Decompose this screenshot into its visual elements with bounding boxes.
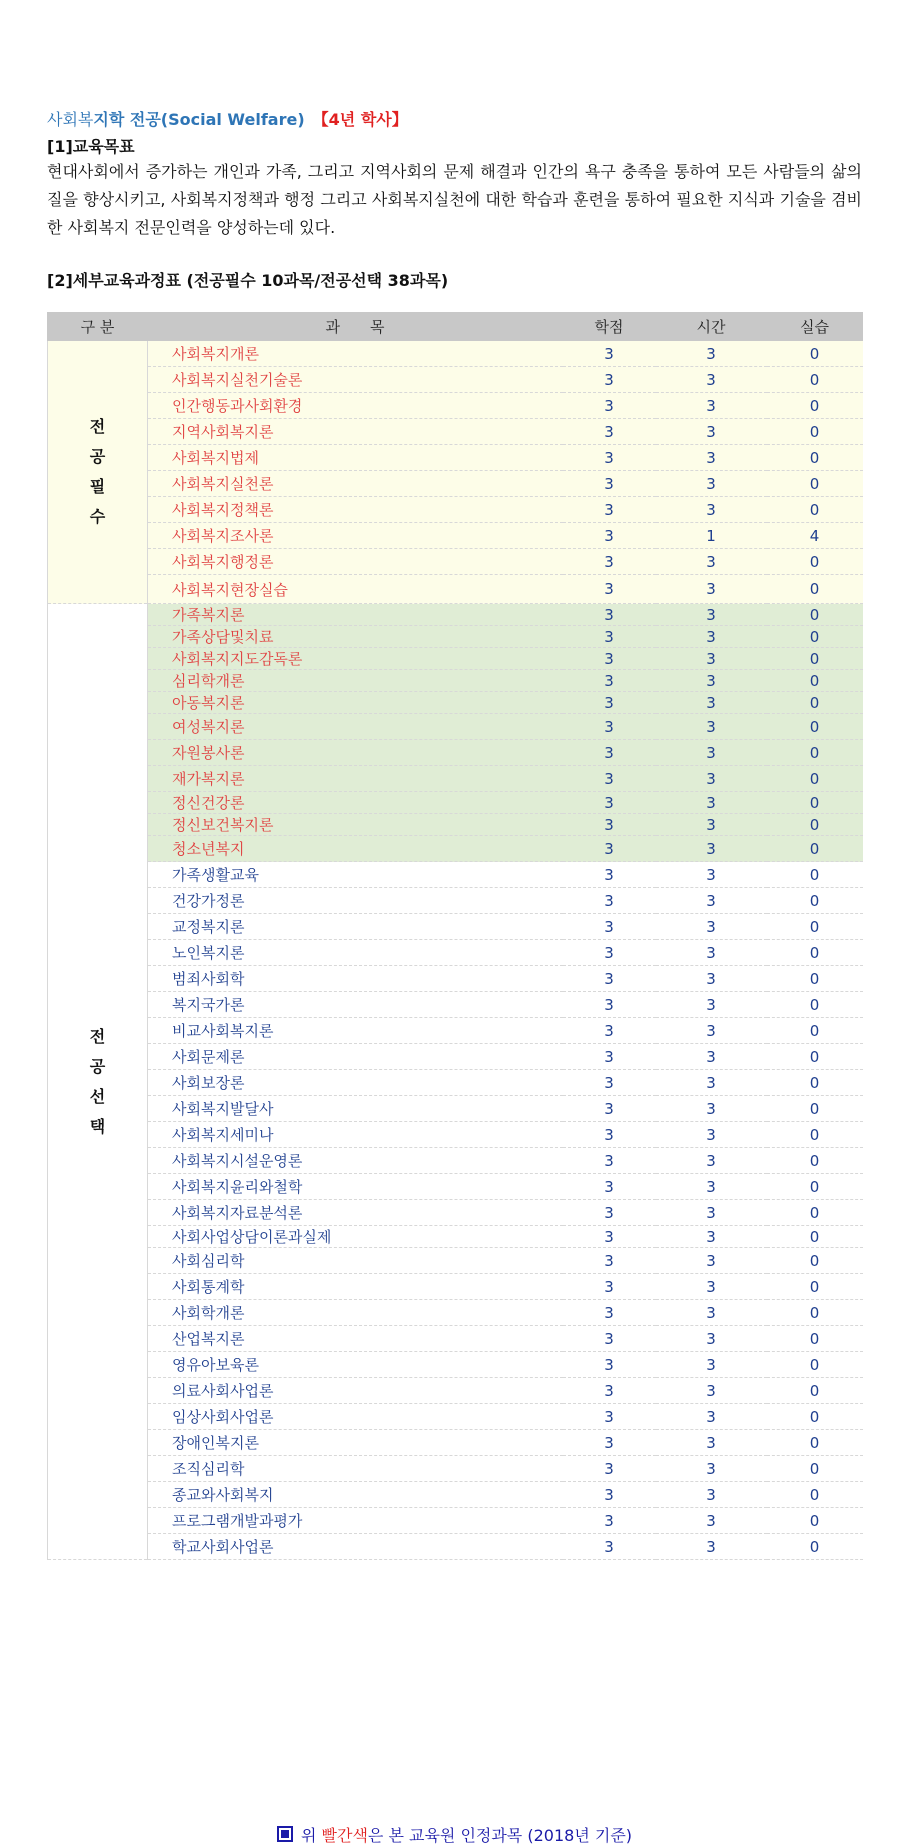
table-row: [48, 792, 863, 814]
title-part-1: 사회복: [47, 110, 94, 129]
practice-cell: 0: [767, 940, 863, 966]
course-name: 청소년복지: [148, 836, 563, 862]
course-name: 사회심리학: [148, 1248, 563, 1274]
credit-cell: 3: [563, 966, 656, 992]
category-elective: 전 공 선 택: [48, 604, 148, 1560]
course-name: 정신건강론: [148, 792, 563, 814]
hours-cell: 3: [656, 670, 767, 692]
practice-cell: 4: [767, 523, 863, 549]
hours-cell: 3: [656, 1174, 767, 1200]
hours-cell: 3: [656, 497, 767, 523]
course-name: 사회복지실천론: [148, 471, 563, 497]
practice-cell: 0: [767, 1482, 863, 1508]
table-row: [48, 1326, 863, 1352]
credit-cell: 3: [563, 740, 656, 766]
hours-cell: 3: [656, 575, 767, 604]
table-row: [48, 604, 863, 626]
course-name: 건강가정론: [148, 888, 563, 914]
course-name: 아동복지론: [148, 692, 563, 714]
credit-cell: 3: [563, 692, 656, 714]
hours-cell: 3: [656, 1070, 767, 1096]
practice-cell: 0: [767, 341, 863, 367]
credit-cell: 3: [563, 862, 656, 888]
credit-cell: 3: [563, 914, 656, 940]
table-row: [48, 1508, 863, 1534]
practice-cell: 0: [767, 393, 863, 419]
practice-cell: 0: [767, 836, 863, 862]
course-name: 정신보건복지론: [148, 814, 563, 836]
hours-cell: 3: [656, 1248, 767, 1274]
table-row: [48, 914, 863, 940]
hours-cell: 3: [656, 940, 767, 966]
credit-cell: 3: [563, 604, 656, 626]
table-row: [48, 1148, 863, 1174]
table-row: [48, 445, 863, 471]
practice-cell: 0: [767, 670, 863, 692]
practice-cell: 0: [767, 914, 863, 940]
section-2-heading: [2]세부교육과정표 (전공필수 10과목/전공선택 38과목): [47, 271, 449, 290]
section-1-heading: [1]교육목표: [47, 137, 135, 156]
table-row: [48, 393, 863, 419]
credit-cell: 3: [563, 1248, 656, 1274]
hours-cell: 3: [656, 1482, 767, 1508]
hours-cell: 3: [656, 419, 767, 445]
practice-cell: 0: [767, 367, 863, 393]
hours-cell: 3: [656, 1352, 767, 1378]
practice-cell: 0: [767, 1430, 863, 1456]
hours-cell: 3: [656, 367, 767, 393]
table-row: [48, 1404, 863, 1430]
credit-cell: 3: [563, 940, 656, 966]
table-row: [48, 836, 863, 862]
credit-cell: 3: [563, 549, 656, 575]
credit-cell: 3: [563, 1148, 656, 1174]
credit-cell: 3: [563, 814, 656, 836]
table-header-row: [48, 313, 863, 341]
practice-cell: 0: [767, 1018, 863, 1044]
hours-cell: 3: [656, 1274, 767, 1300]
course-name: 범죄사회학: [148, 966, 563, 992]
hours-cell: 3: [656, 1378, 767, 1404]
credit-cell: 3: [563, 1300, 656, 1326]
practice-cell: 0: [767, 1226, 863, 1248]
practice-cell: 0: [767, 740, 863, 766]
hours-cell: 1: [656, 523, 767, 549]
practice-cell: 0: [767, 1378, 863, 1404]
credit-cell: 3: [563, 1122, 656, 1148]
table-row: [48, 1200, 863, 1226]
note-suffix: 은 본 교육원 인정과목 (2018년 기준): [367, 1826, 633, 1845]
course-name: 교정복지론: [148, 914, 563, 940]
course-name: 사회복지자료분석론: [148, 1200, 563, 1226]
course-name: 가족생활교육: [148, 862, 563, 888]
hours-cell: 3: [656, 888, 767, 914]
course-name: 사회복지조사론: [148, 523, 563, 549]
practice-cell: 0: [767, 445, 863, 471]
table-row: [48, 966, 863, 992]
practice-cell: 0: [767, 888, 863, 914]
hours-cell: 3: [656, 1508, 767, 1534]
hours-cell: 3: [656, 992, 767, 1018]
practice-cell: 0: [767, 714, 863, 740]
course-name: 사회보장론: [148, 1070, 563, 1096]
course-name: 심리학개론: [148, 670, 563, 692]
category-required: 전 공 필 수: [48, 341, 148, 604]
credit-cell: 3: [563, 1174, 656, 1200]
practice-cell: 0: [767, 792, 863, 814]
course-name: 사회문제론: [148, 1044, 563, 1070]
hours-cell: 3: [656, 1200, 767, 1226]
education-goal-text: 현대사회에서 증가하는 개인과 가족, 그리고 지역사회의 문제 해결과 인간의 욕구 충족을 통하여 모든 사람들의 삶의 질을 향상시키고, 사회복지정책과 행정 그리고 사회복지실천에 대한 학습과 훈련을 통하여 필요한 지식과 기술을 겸비한 사회복지 전문인력을 양성하는데 있다.: [47, 162, 862, 237]
table-row: [48, 575, 863, 604]
table-row: [48, 1534, 863, 1560]
credit-cell: 3: [563, 1482, 656, 1508]
credit-cell: 3: [563, 1096, 656, 1122]
course-name: 의료사회사업론: [148, 1378, 563, 1404]
practice-cell: 0: [767, 1096, 863, 1122]
hours-cell: 3: [656, 814, 767, 836]
credit-cell: 3: [563, 1378, 656, 1404]
practice-cell: 0: [767, 549, 863, 575]
table-row: [48, 1096, 863, 1122]
table-row: [48, 1378, 863, 1404]
course-name: 종교와사회복지: [148, 1482, 563, 1508]
credit-cell: 3: [563, 1508, 656, 1534]
course-name: 복지국가론: [148, 992, 563, 1018]
hours-cell: 3: [656, 626, 767, 648]
practice-cell: 0: [767, 1044, 863, 1070]
practice-cell: 0: [767, 648, 863, 670]
practice-cell: 0: [767, 766, 863, 792]
credit-cell: 3: [563, 445, 656, 471]
table-row: [48, 549, 863, 575]
credit-cell: 3: [563, 419, 656, 445]
table-row: [48, 692, 863, 714]
hours-cell: 3: [656, 445, 767, 471]
credit-cell: 3: [563, 714, 656, 740]
practice-cell: 0: [767, 1248, 863, 1274]
course-name: 사회복지시설운영론: [148, 1148, 563, 1174]
practice-cell: 0: [767, 1508, 863, 1534]
course-name: 비교사회복지론: [148, 1018, 563, 1044]
table-row: [48, 1070, 863, 1096]
course-name: 사회통계학: [148, 1274, 563, 1300]
credit-cell: 3: [563, 1274, 656, 1300]
hours-cell: 3: [656, 1430, 767, 1456]
table-row: [48, 419, 863, 445]
hours-cell: 3: [656, 1018, 767, 1044]
credit-cell: 3: [563, 1044, 656, 1070]
table-row: [48, 1018, 863, 1044]
credit-cell: 3: [563, 626, 656, 648]
credit-cell: 3: [563, 1018, 656, 1044]
header-category: 구 분: [48, 313, 148, 341]
course-name: 임상사회사업론: [148, 1404, 563, 1430]
hours-cell: 3: [656, 966, 767, 992]
hours-cell: 3: [656, 792, 767, 814]
course-name: 사회복지정책론: [148, 497, 563, 523]
table-row: [48, 940, 863, 966]
credit-cell: 3: [563, 1326, 656, 1352]
course-name: 사회복지지도감독론: [148, 648, 563, 670]
table-row: [48, 1174, 863, 1200]
table-row: [48, 497, 863, 523]
square-bullet-icon: [277, 1826, 293, 1842]
table-row: [48, 1044, 863, 1070]
practice-cell: 0: [767, 1404, 863, 1430]
credit-cell: 3: [563, 888, 656, 914]
hours-cell: 3: [656, 549, 767, 575]
credit-cell: 3: [563, 1534, 656, 1560]
table-row: [48, 626, 863, 648]
table-row: [48, 648, 863, 670]
hours-cell: 3: [656, 1122, 767, 1148]
practice-cell: 0: [767, 1274, 863, 1300]
credit-cell: 3: [563, 497, 656, 523]
practice-cell: 0: [767, 1352, 863, 1378]
course-name: 사회사업상담이론과실제: [148, 1226, 563, 1248]
hours-cell: 3: [656, 862, 767, 888]
hours-cell: 3: [656, 836, 767, 862]
practice-cell: 0: [767, 692, 863, 714]
course-name: 장애인복지론: [148, 1430, 563, 1456]
practice-cell: 0: [767, 1456, 863, 1482]
table-row: [48, 1248, 863, 1274]
course-name: 사회복지법제: [148, 445, 563, 471]
course-name: 사회복지행정론: [148, 549, 563, 575]
practice-cell: 0: [767, 992, 863, 1018]
table-row: [48, 862, 863, 888]
course-name: 사회복지현장실습: [148, 575, 563, 604]
course-name: 사회학개론: [148, 1300, 563, 1326]
credit-cell: 3: [563, 1430, 656, 1456]
table-body: [48, 341, 863, 1560]
hours-cell: 3: [656, 714, 767, 740]
course-name: 학교사회사업론: [148, 1534, 563, 1560]
table-row: [48, 471, 863, 497]
course-name: 조직심리학: [148, 1456, 563, 1482]
practice-cell: 0: [767, 497, 863, 523]
hours-cell: 3: [656, 914, 767, 940]
table-row: [48, 367, 863, 393]
practice-cell: 0: [767, 419, 863, 445]
credit-cell: 3: [563, 836, 656, 862]
hours-cell: 3: [656, 1096, 767, 1122]
credit-cell: 3: [563, 670, 656, 692]
practice-cell: 0: [767, 626, 863, 648]
credit-cell: 3: [563, 575, 656, 604]
practice-cell: 0: [767, 1326, 863, 1352]
practice-cell: 0: [767, 575, 863, 604]
page-title: [47, 107, 408, 130]
table-row: [48, 814, 863, 836]
credit-cell: 3: [563, 766, 656, 792]
credit-cell: 3: [563, 648, 656, 670]
hours-cell: 3: [656, 604, 767, 626]
table-row: [48, 1482, 863, 1508]
hours-cell: 3: [656, 648, 767, 670]
credit-cell: 3: [563, 792, 656, 814]
table-row: [48, 714, 863, 740]
table-row: [48, 523, 863, 549]
header-course: 과 목: [148, 313, 563, 341]
table-row: [48, 341, 863, 367]
course-name: 사회복지개론: [148, 341, 563, 367]
hours-cell: 3: [656, 471, 767, 497]
credit-cell: 3: [563, 471, 656, 497]
credit-cell: 3: [563, 1456, 656, 1482]
hours-cell: 3: [656, 1456, 767, 1482]
course-name: 노인복지론: [148, 940, 563, 966]
legend-note: [47, 1823, 862, 1846]
credit-cell: 3: [563, 367, 656, 393]
credit-cell: 3: [563, 1226, 656, 1248]
table-row: [48, 992, 863, 1018]
course-name: 자원봉사론: [148, 740, 563, 766]
hours-cell: 3: [656, 1148, 767, 1174]
degree-badge: 【4년 학사】: [312, 110, 408, 129]
practice-cell: 0: [767, 862, 863, 888]
hours-cell: 3: [656, 1326, 767, 1352]
course-name: 사회복지세미나: [148, 1122, 563, 1148]
hours-cell: 3: [656, 692, 767, 714]
practice-cell: 0: [767, 1200, 863, 1226]
table-row: [48, 740, 863, 766]
table-row: [48, 1456, 863, 1482]
title-part-2: 지학 전공(Social Welfare): [93, 110, 305, 129]
course-name: 지역사회복지론: [148, 419, 563, 445]
table-row: [48, 1352, 863, 1378]
course-name: 재가복지론: [148, 766, 563, 792]
course-name: 사회복지실천기술론: [148, 367, 563, 393]
practice-cell: 0: [767, 1148, 863, 1174]
course-name: 여성복지론: [148, 714, 563, 740]
hours-cell: 3: [656, 766, 767, 792]
practice-cell: 0: [767, 1534, 863, 1560]
course-name: 산업복지론: [148, 1326, 563, 1352]
credit-cell: 3: [563, 1352, 656, 1378]
credit-cell: 3: [563, 992, 656, 1018]
credit-cell: 3: [563, 1404, 656, 1430]
hours-cell: 3: [656, 1534, 767, 1560]
hours-cell: 3: [656, 1044, 767, 1070]
practice-cell: 0: [767, 1174, 863, 1200]
note-prefix: 위: [300, 1826, 322, 1845]
course-name: 사회복지윤리와철학: [148, 1174, 563, 1200]
table-row: [48, 670, 863, 692]
note-red-word: 빨간색: [321, 1826, 368, 1845]
practice-cell: 0: [767, 1122, 863, 1148]
practice-cell: 0: [767, 471, 863, 497]
hours-cell: 3: [656, 1404, 767, 1430]
course-name: 사회복지발달사: [148, 1096, 563, 1122]
credit-cell: 3: [563, 393, 656, 419]
table-row: [48, 888, 863, 914]
credit-cell: 3: [563, 341, 656, 367]
practice-cell: 0: [767, 1300, 863, 1326]
table-row: [48, 1430, 863, 1456]
practice-cell: 0: [767, 1070, 863, 1096]
header-credit: 학점: [563, 313, 656, 341]
table-row: [48, 1122, 863, 1148]
hours-cell: 3: [656, 1300, 767, 1326]
practice-cell: 0: [767, 604, 863, 626]
credit-cell: 3: [563, 523, 656, 549]
course-name: 인간행동과사회환경: [148, 393, 563, 419]
hours-cell: 3: [656, 1226, 767, 1248]
credit-cell: 3: [563, 1070, 656, 1096]
course-name: 프로그램개발과평가: [148, 1508, 563, 1534]
header-hours: 시간: [656, 313, 767, 341]
table-row: [48, 766, 863, 792]
table-row: [48, 1226, 863, 1248]
course-name: 영유아보육론: [148, 1352, 563, 1378]
practice-cell: 0: [767, 966, 863, 992]
practice-cell: 0: [767, 814, 863, 836]
table-row: [48, 1300, 863, 1326]
header-practice: 실습: [767, 313, 863, 341]
curriculum-table: [47, 312, 863, 1560]
course-name: 가족복지론: [148, 604, 563, 626]
table-row: [48, 1274, 863, 1300]
hours-cell: 3: [656, 393, 767, 419]
credit-cell: 3: [563, 1200, 656, 1226]
course-name: 가족상담및치료: [148, 626, 563, 648]
hours-cell: 3: [656, 341, 767, 367]
hours-cell: 3: [656, 740, 767, 766]
